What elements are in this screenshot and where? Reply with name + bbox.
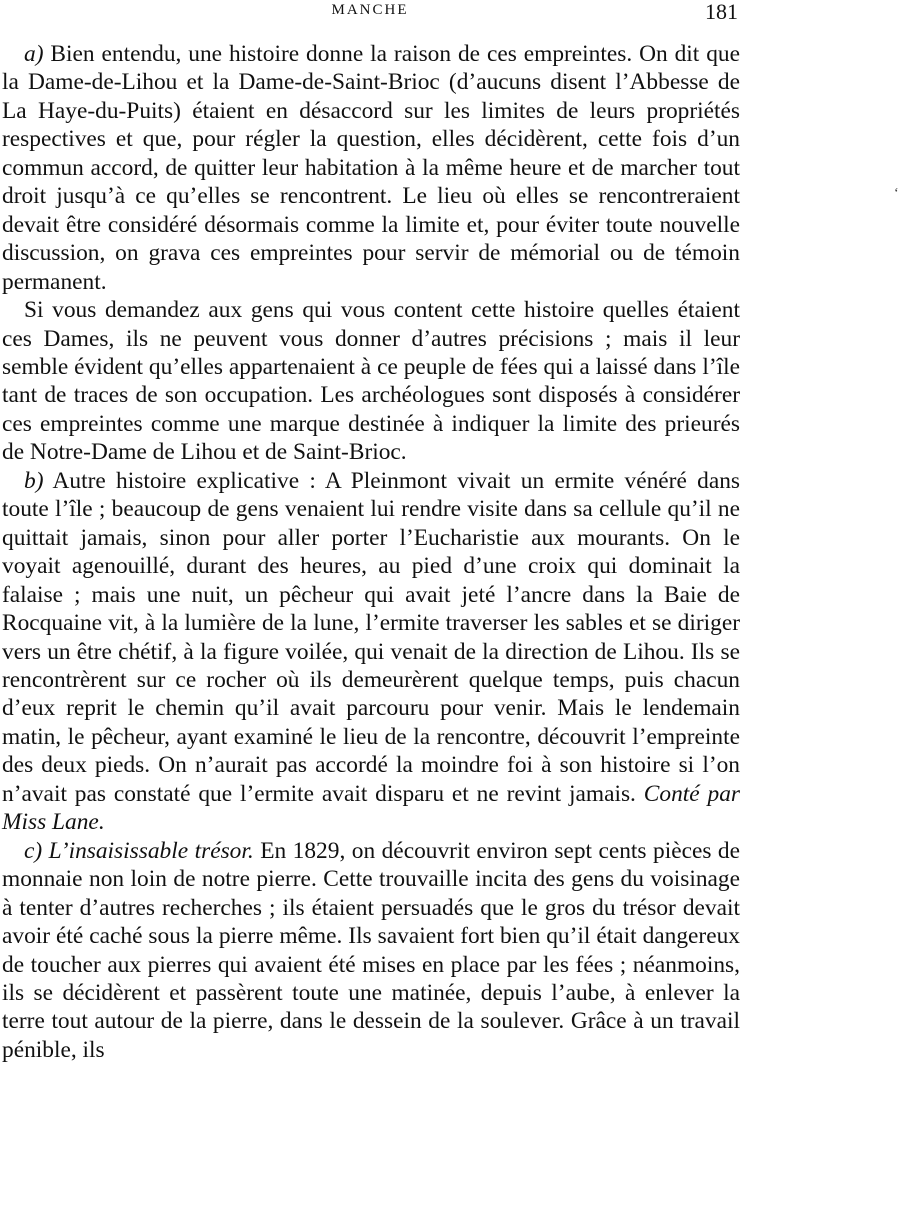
paragraph-text: Si vous demandez aux gens qui vous content cette histoire quelles étaient ces Dames, ils ne peuvent vous donner d’autres précisions ; mais il leur semble évident qu’elles appartenaient à ce peuple de fées qui a laissé dans l’île tant de traces de son occupation. Les archéologues sont disposés à considérer ces empreintes comme une marque destinée à indiquer la limite des prieurés de Notre-Dame de Lihou et de Saint-Brioc.	[2, 297, 740, 466]
paragraph-continuation	[2, 296, 740, 467]
margin-speck: ‘	[894, 186, 899, 201]
paragraph-text: En 1829, on découvrit environ sept cents pièces de monnaie non loin de notre pierre. Cette trouvaille incita des gens du voisinage à tenter d’autres recherches ; ils étaient persuadés que le gros du trésor devait avoir été caché sous la pierre même. Ils savaient fort bien qu’il était dangereux de toucher aux pierres qui avaient été mises en place par les fées ; néanmoins, ils se décidèrent et passèrent toute une matinée, depuis l’aube, à enlever la terre tout autour de la pierre, dans le dessein de la soulever. Grâce à un travail pénible, ils	[2, 837, 740, 1063]
running-head	[0, 2, 900, 24]
page-number: 181	[705, 0, 738, 24]
body-text	[2, 40, 740, 1064]
paragraph-marker: b)	[24, 467, 44, 494]
paragraph-text: Autre histoire explicative : A Pleinmont vivait un ermite vénéré dans toute l’île ; beaucoup de gens venaient lui rendre visite dans sa cellule qu’il ne quittait jamais, sinon pour aller porter l’Eucharistie aux mourants. On le voyait agenouillé, durant des heures, au pied d’une croix qui dominait la falaise ; mais une nuit, un pêcheur qui avait jeté l’ancre dans la Baie de Rocquaine vit, à la lumière de la lune, l’ermite traverser les sables et se diriger vers un être chétif, à la figure voilée, qui venait de la direction de Lihou. Ils se rencontrèrent sur ce rocher où ils demeurèrent quelque temps, puis chacun d’eux reprit le chemin qu’il avait parcouru pour venir. Mais le lendemain matin, le pêcheur, ayant examiné le lieu de la rencontre, découvrit l’empreinte des deux pieds. On n’aurait pas accordé la moindre foi à son histoire si l’on n’avait pas constaté que l’ermite avait disparu et ne revint jamais.	[2, 467, 740, 807]
paragraph-marker: a)	[24, 41, 44, 67]
paragraph-c	[2, 837, 740, 1065]
running-title: MANCHE	[331, 2, 409, 18]
paragraph-text: Bien entendu, une histoire donne la raison de ces empreintes. On dit que la Dame-de-Lihou et la Dame-de-Saint-Brioc (d’aucuns disent l’Abbesse de La Haye-du-Puits) étaient en désaccord sur les limites de leurs propriétés respectives et que, pour régler la question, elles décidèrent, cette fois d’un commun accord, de quitter leur habitation à la même heure et de marcher tout droit jusqu’à ce qu’elles se rencontrent. Le lieu où elles se rencontreraient devait être considéré désormais comme la limite et, pour éviter toute nouvelle discussion, on grava ces empreintes pour servir de mémorial ou de témoin permanent.	[2, 41, 740, 295]
source-attribution: Conté par Miss Lane.	[2, 780, 741, 836]
paragraph-a	[2, 40, 740, 296]
paragraph-marker: c)	[24, 837, 43, 864]
section-title: L’insaisissable trésor.	[42, 837, 254, 864]
paragraph-b	[2, 467, 740, 837]
